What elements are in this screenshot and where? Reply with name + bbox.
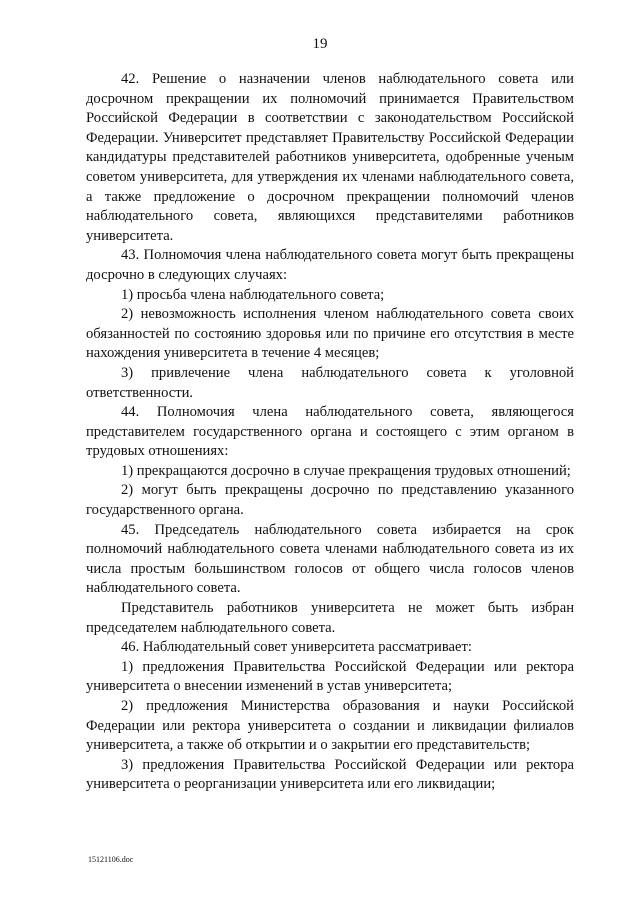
paragraph-46: 46. Наблюдательный совет университета рассматривает: [121, 639, 472, 656]
paragraph-44-item-1: 1) прекращаются досрочно в случае прекращения трудовых отношений; [121, 462, 571, 479]
paragraph-44: 44. Полномочия члена наблюдательного совета, являющегося представителем государственного органа и состоящего с этим органом в трудовых отношениях: [86, 404, 574, 460]
page-number: 19 [312, 36, 328, 52]
paragraph-43-item-3: 3) привлечение члена наблюдательного совета к уголовной ответственности. [86, 364, 574, 401]
paragraph-43-item-2: 2) невозможность исполнения членом наблюдательного совета своих обязанностей по состоянию здоровья или по причине его отсутствия в месте нахождения университета в течение 4 месяцев; [86, 306, 574, 362]
paragraph-46-item-2: 2) предложения Министерства образования и науки Российской Федерации или ректора университета о создании и ликвидации филиалов университета, а также об открытии и о закрытии его представительств; [86, 698, 574, 754]
paragraph-42: 42. Решение о назначении членов наблюдательного совета или досрочном прекращении их полномочий принимается Правительством Российской Федерации в соответствии с законодательством Российской Федерации. Университет представляет Правительству Российской Федерации кандидатуры представителей работников университета, одобренные ученым советом университета, для утверждения их членами наблюдательного совета, а также предложение о досрочном прекращении полномочий членов наблюдательного совета, являющихся представителями работников университета. [86, 71, 574, 244]
paragraph-43: 43. Полномочия члена наблюдательного совета могут быть прекращены досрочно в следующих случаях: [86, 247, 574, 283]
paragraph-44-item-2: 2) могут быть прекращены досрочно по представлению указанного государственного органа. [86, 482, 574, 519]
paragraph-45: 45. Председатель наблюдательного совета избирается на срок полномочий наблюдательного совета членами наблюдательного совета из их числа простым большинством голосов от общего числа голосов членов наблюдательного совета. [86, 521, 574, 597]
paragraph-43-item-1: 1) просьба члена наблюдательного совета; [121, 286, 385, 303]
document-body [86, 70, 574, 795]
paragraph-46-item-3: 3) предложения Правительства Российской Федерации или ректора университета о реорганизации университета или его ликвидации; [86, 756, 574, 793]
document-footer-filename: 15121106.doc [88, 855, 134, 864]
paragraph-46-item-1: 1) предложения Правительства Российской Федерации или ректора университета о внесении изменений в устав университета; [86, 658, 574, 695]
paragraph-45-note: Представитель работников университета не может быть избран председателем наблюдательного совета. [86, 600, 574, 636]
